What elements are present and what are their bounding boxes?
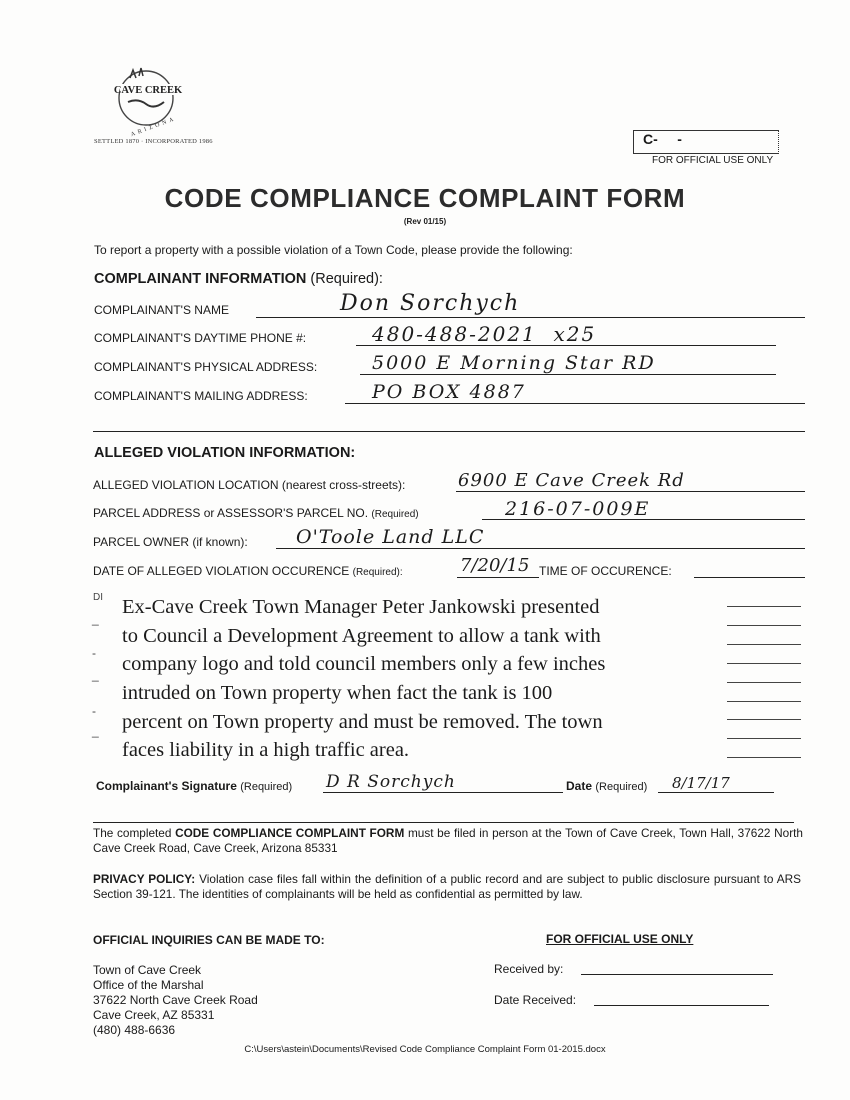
date-label-req: (Required): xyxy=(352,567,403,578)
mailing-address-line-2 xyxy=(93,431,805,432)
date-received-label: Date Received: xyxy=(494,993,577,1007)
mailing-address-line xyxy=(345,403,805,404)
description-line[interactable]: to Council a Development Agreement to allow a tank with xyxy=(122,625,601,647)
owner-line xyxy=(276,548,805,549)
parcel-label-req: (Required) xyxy=(371,509,419,520)
signature-label-req: (Required) xyxy=(240,781,293,793)
revision: (Rev 01/15) xyxy=(403,217,447,226)
address-line: (480) 488-6636 xyxy=(93,1023,176,1037)
description-line[interactable]: intruded on Town property when fact the tank is 100 xyxy=(122,682,553,704)
date-field[interactable]: 7/20/15 xyxy=(460,555,530,576)
location-line xyxy=(456,491,805,492)
complainant-heading xyxy=(94,271,383,287)
date-line xyxy=(457,577,539,578)
signature-line xyxy=(323,792,563,793)
description-rule xyxy=(727,682,801,683)
physical-address-line xyxy=(360,374,776,375)
description-rule xyxy=(727,738,801,739)
description-rule xyxy=(727,701,801,702)
inquiries-heading: OFFICIAL INQUIRIES CAN BE MADE TO: xyxy=(93,933,325,947)
time-label: TIME OF OCCURENCE: xyxy=(539,564,672,578)
address-line: Cave Creek, AZ 85331 xyxy=(93,1008,215,1022)
phone-label: COMPLAINANT'S DAYTIME PHONE #: xyxy=(94,331,307,345)
cave-creek-logo xyxy=(108,62,188,142)
form-title: CODE COMPLIANCE COMPLAINT FORM xyxy=(164,183,686,213)
received-by-label: Received by: xyxy=(494,962,564,976)
signature-field[interactable]: D R Sorchych xyxy=(326,772,456,792)
dash-marker: _ xyxy=(92,668,99,682)
filing-pre: The completed xyxy=(93,826,176,840)
parcel-label-text: PARCEL ADDRESS or ASSESSOR'S PARCEL NO. xyxy=(93,506,369,520)
date-label-text: DATE OF ALLEGED VIOLATION OCCURENCE xyxy=(93,564,350,578)
description-rule xyxy=(727,719,801,720)
address-line: 37622 North Cave Creek Road xyxy=(93,993,258,1007)
signature-date-line xyxy=(658,792,774,793)
name-line xyxy=(256,317,805,318)
official-use-heading: FOR OFFICIAL USE ONLY xyxy=(546,932,694,946)
dash-marker: - xyxy=(92,704,96,718)
phone-field[interactable]: 480-488-2021 x25 xyxy=(372,322,597,346)
privacy-text: Violation case files fall within the definition of a public record and are subject to public disclosure pursuant to ARS Section 39-121. The identities of complainants will be held as confidential as permitted by law. xyxy=(93,872,801,901)
filing-bold: CODE COMPLIANCE COMPLAINT FORM xyxy=(175,826,405,840)
name-label: COMPLAINANT'S NAME xyxy=(94,303,229,317)
signature-date-field[interactable]: 8/17/17 xyxy=(672,774,730,792)
dash-marker: _ xyxy=(92,612,99,626)
dash-marker: _ xyxy=(92,724,99,738)
description-rule xyxy=(727,606,801,607)
violation-heading: ALLEGED VIOLATION INFORMATION: xyxy=(94,445,356,461)
address-line: Town of Cave Creek xyxy=(93,963,202,977)
logo-text-bottom: ARIZONA xyxy=(130,116,178,139)
address-line: Office of the Marshal xyxy=(93,978,204,992)
logo-caption: SETTLED 1870 · INCORPORATED 1986 xyxy=(94,138,213,145)
logo-text-top: CAVE CREEK xyxy=(113,85,183,96)
location-field[interactable]: 6900 E Cave Creek Rd xyxy=(458,470,685,491)
dash-marker: - xyxy=(92,646,96,660)
mailing-address-field[interactable]: PO BOX 4887 xyxy=(372,381,526,403)
date-label xyxy=(93,564,403,578)
signature-label-text: Complainant's Signature xyxy=(96,779,237,793)
parcel-label xyxy=(93,506,419,520)
name-field[interactable]: Don Sorchych xyxy=(340,291,521,316)
complainant-heading-req: (Required): xyxy=(310,271,383,287)
physical-address-label: COMPLAINANT'S PHYSICAL ADDRESS: xyxy=(94,360,318,374)
signature-date-label-text: Date xyxy=(566,779,593,793)
location-label: ALLEGED VIOLATION LOCATION (nearest cross-streets): xyxy=(93,478,406,492)
description-line[interactable]: company logo and told council members only a few inches xyxy=(122,653,606,675)
description-rule xyxy=(727,757,801,758)
signature-date-label xyxy=(566,779,647,793)
marshal-address xyxy=(93,963,258,1038)
owner-field[interactable]: O'Toole Land LLC xyxy=(296,526,485,548)
filing-post: must be filed in person at the Town of Cave Creek, Town Hall, 37622 North Cave Creek Road, Cave Creek, Arizona 85331 xyxy=(93,826,803,855)
signature-label xyxy=(96,779,292,793)
privacy-policy xyxy=(93,872,801,902)
official-use-label: FOR OFFICIAL USE ONLY xyxy=(652,155,774,166)
description-rule xyxy=(727,625,801,626)
description-line[interactable]: faces liability in a high traffic area. xyxy=(122,739,410,761)
official-code: C- - xyxy=(643,131,682,147)
description-rule xyxy=(727,663,801,664)
physical-address-field[interactable]: 5000 E Morning Star RD xyxy=(372,352,656,374)
parcel-field[interactable]: 216-07-009E xyxy=(505,498,651,520)
description-marker: DI xyxy=(93,592,103,603)
description-line[interactable]: Ex-Cave Creek Town Manager Peter Jankowski presented xyxy=(122,596,600,618)
mailing-address-label: COMPLAINANT'S MAILING ADDRESS: xyxy=(94,389,308,403)
filing-instructions xyxy=(93,826,803,856)
privacy-bold: PRIVACY POLICY: xyxy=(93,872,196,886)
description-rule xyxy=(727,644,801,645)
complainant-heading-text: COMPLAINANT INFORMATION xyxy=(94,271,307,287)
intro-text: To report a property with a possible violation of a Town Code, please provide the following: xyxy=(94,243,573,257)
description-line[interactable]: percent on Town property and must be removed. The town xyxy=(122,711,603,733)
owner-label: PARCEL OWNER (if known): xyxy=(93,535,248,549)
footer-divider xyxy=(93,822,794,823)
file-path: C:\Users\astein\Documents\Revised Code Compliance Complaint Form 01-2015.docx xyxy=(244,1044,606,1055)
signature-date-label-req: (Required) xyxy=(595,781,648,793)
date-received-field[interactable] xyxy=(594,1005,769,1006)
received-by-field[interactable] xyxy=(581,974,773,975)
time-line xyxy=(694,577,805,578)
